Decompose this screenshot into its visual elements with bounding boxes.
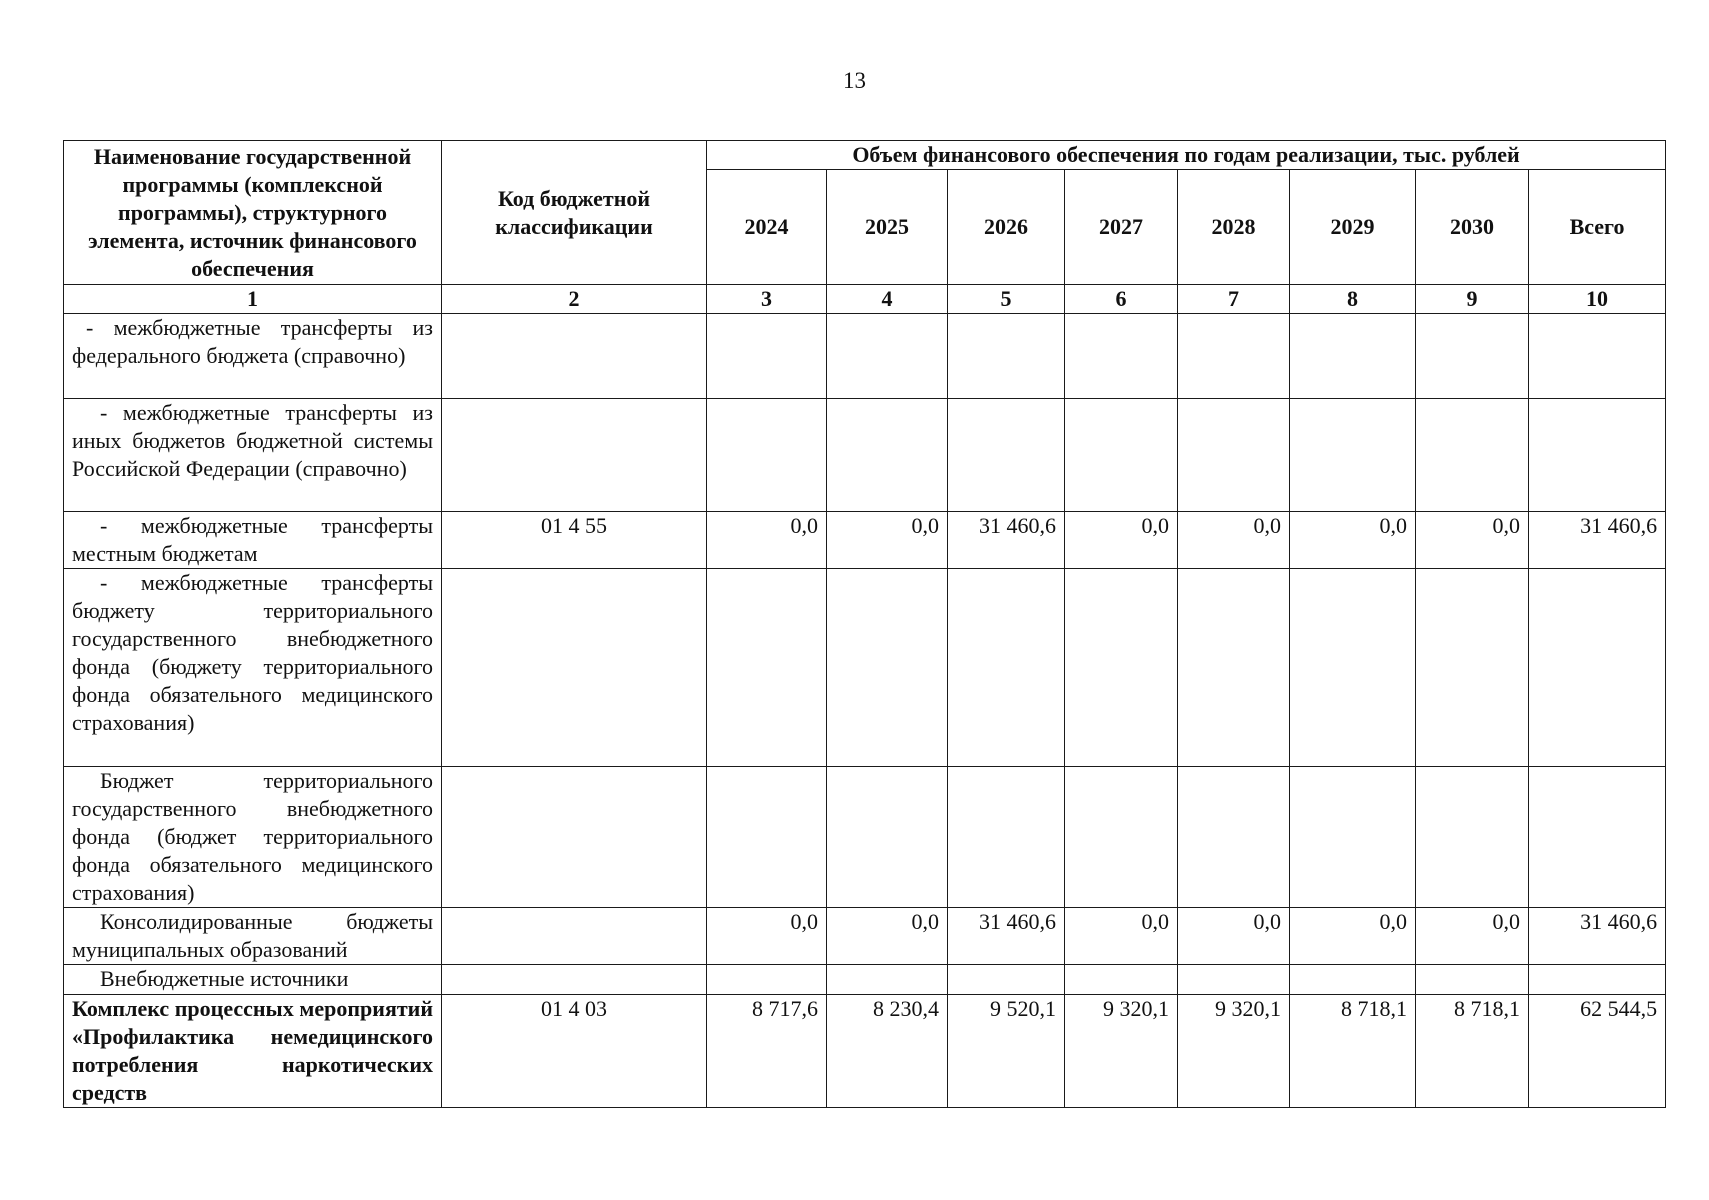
table-row bbox=[64, 569, 1666, 767]
row-total bbox=[1529, 569, 1666, 767]
row-name: - межбюджетные трансферты местным бюджетам bbox=[64, 512, 442, 569]
table-row bbox=[64, 512, 1666, 569]
row-code bbox=[442, 965, 707, 995]
column-number: 10 bbox=[1529, 285, 1666, 314]
row-value bbox=[1065, 767, 1178, 908]
row-name: - межбюджетные трансферты из федерального бюджета (справочно) bbox=[64, 314, 442, 399]
row-value bbox=[1416, 399, 1529, 512]
row-value: 0,0 bbox=[707, 512, 827, 569]
financing-table bbox=[63, 140, 1666, 1108]
row-code bbox=[442, 569, 707, 767]
row-code bbox=[442, 314, 707, 399]
row-value bbox=[707, 965, 827, 995]
row-value bbox=[707, 767, 827, 908]
row-value: 0,0 bbox=[1065, 512, 1178, 569]
row-name: Внебюджетные источники bbox=[64, 965, 442, 995]
row-value bbox=[1290, 569, 1416, 767]
row-name: - межбюджетные трансферты из иных бюджетов бюджетной системы Российской Федерации (справочно) bbox=[64, 399, 442, 512]
header-year: 2025 bbox=[827, 170, 948, 285]
row-value bbox=[1290, 399, 1416, 512]
column-number: 1 bbox=[64, 285, 442, 314]
row-value bbox=[1065, 965, 1178, 995]
row-value: 0,0 bbox=[827, 908, 948, 965]
row-total: 31 460,6 bbox=[1529, 908, 1666, 965]
row-value: 0,0 bbox=[1416, 512, 1529, 569]
row-value: 8 718,1 bbox=[1290, 995, 1416, 1108]
header-total: Всего bbox=[1529, 170, 1666, 285]
row-value bbox=[1416, 767, 1529, 908]
row-value bbox=[827, 314, 948, 399]
column-number: 6 bbox=[1065, 285, 1178, 314]
row-value bbox=[1416, 314, 1529, 399]
row-total: 62 544,5 bbox=[1529, 995, 1666, 1108]
column-number: 4 bbox=[827, 285, 948, 314]
row-value bbox=[1178, 767, 1290, 908]
row-name: Бюджет территориального государственного внебюджетного фонда (бюджет территориального фонда обязательного медицинского страхования) bbox=[64, 767, 442, 908]
header-year: 2030 bbox=[1416, 170, 1529, 285]
row-value bbox=[1178, 314, 1290, 399]
header-year: 2024 bbox=[707, 170, 827, 285]
row-value bbox=[1065, 314, 1178, 399]
row-value bbox=[1290, 314, 1416, 399]
header-year: 2027 bbox=[1065, 170, 1178, 285]
row-value bbox=[948, 965, 1065, 995]
row-code: 01 4 55 bbox=[442, 512, 707, 569]
header-year: 2028 bbox=[1178, 170, 1290, 285]
row-value: 8 230,4 bbox=[827, 995, 948, 1108]
row-code bbox=[442, 908, 707, 965]
row-value bbox=[1290, 965, 1416, 995]
row-value: 31 460,6 bbox=[948, 512, 1065, 569]
row-value bbox=[707, 399, 827, 512]
row-value bbox=[827, 965, 948, 995]
row-value bbox=[827, 767, 948, 908]
row-value bbox=[1178, 569, 1290, 767]
header-code: Код бюджетной классификации bbox=[442, 141, 707, 285]
row-value bbox=[707, 314, 827, 399]
row-value bbox=[1416, 569, 1529, 767]
row-value: 0,0 bbox=[1178, 512, 1290, 569]
row-value bbox=[948, 569, 1065, 767]
column-number: 5 bbox=[948, 285, 1065, 314]
row-total: 31 460,6 bbox=[1529, 512, 1666, 569]
row-value: 0,0 bbox=[1065, 908, 1178, 965]
row-value: 0,0 bbox=[707, 908, 827, 965]
row-value bbox=[1065, 569, 1178, 767]
header-year: 2029 bbox=[1290, 170, 1416, 285]
header-name: Наименование государственной программы (комплексной программы), структурного элемента, источник финансового обеспечения bbox=[64, 141, 442, 285]
table-row bbox=[64, 965, 1666, 995]
column-number: 7 bbox=[1178, 285, 1290, 314]
row-value bbox=[1178, 965, 1290, 995]
row-value bbox=[1416, 965, 1529, 995]
row-value bbox=[1178, 399, 1290, 512]
table-row bbox=[64, 995, 1666, 1108]
table-row bbox=[64, 767, 1666, 908]
row-code bbox=[442, 767, 707, 908]
row-value bbox=[1065, 399, 1178, 512]
row-value: 0,0 bbox=[1290, 908, 1416, 965]
column-number: 2 bbox=[442, 285, 707, 314]
row-value: 8 718,1 bbox=[1416, 995, 1529, 1108]
column-number: 3 bbox=[707, 285, 827, 314]
column-number: 8 bbox=[1290, 285, 1416, 314]
header-volume: Объем финансового обеспечения по годам реализации, тыс. рублей bbox=[707, 141, 1666, 170]
header-year: 2026 bbox=[948, 170, 1065, 285]
page-number: 13 bbox=[843, 68, 866, 93]
row-value: 0,0 bbox=[827, 512, 948, 569]
row-value: 8 717,6 bbox=[707, 995, 827, 1108]
row-value bbox=[948, 767, 1065, 908]
row-value: 9 320,1 bbox=[1178, 995, 1290, 1108]
row-value: 0,0 bbox=[1290, 512, 1416, 569]
row-value bbox=[707, 569, 827, 767]
row-value bbox=[827, 569, 948, 767]
table-row bbox=[64, 908, 1666, 965]
row-code bbox=[442, 399, 707, 512]
table-row bbox=[64, 314, 1666, 399]
row-total bbox=[1529, 965, 1666, 995]
row-value: 0,0 bbox=[1178, 908, 1290, 965]
row-value bbox=[948, 399, 1065, 512]
row-total bbox=[1529, 399, 1666, 512]
row-value bbox=[948, 314, 1065, 399]
row-value: 31 460,6 bbox=[948, 908, 1065, 965]
row-name: - межбюджетные трансферты бюджету территориального государственного внебюджетного фонда (бюджету территориального фонда обязательного медицинского страхования) bbox=[64, 569, 442, 767]
column-number: 9 bbox=[1416, 285, 1529, 314]
row-value: 9 520,1 bbox=[948, 995, 1065, 1108]
row-name: Консолидированные бюджеты муниципальных образований bbox=[64, 908, 442, 965]
row-name: Комплекс процессных мероприятий «Профилактика немедицинского потребления наркотических средств bbox=[64, 995, 442, 1108]
row-value: 9 320,1 bbox=[1065, 995, 1178, 1108]
row-value bbox=[827, 399, 948, 512]
row-value bbox=[1290, 767, 1416, 908]
table-row bbox=[64, 399, 1666, 512]
row-code: 01 4 03 bbox=[442, 995, 707, 1108]
row-total bbox=[1529, 314, 1666, 399]
row-total bbox=[1529, 767, 1666, 908]
row-value: 0,0 bbox=[1416, 908, 1529, 965]
